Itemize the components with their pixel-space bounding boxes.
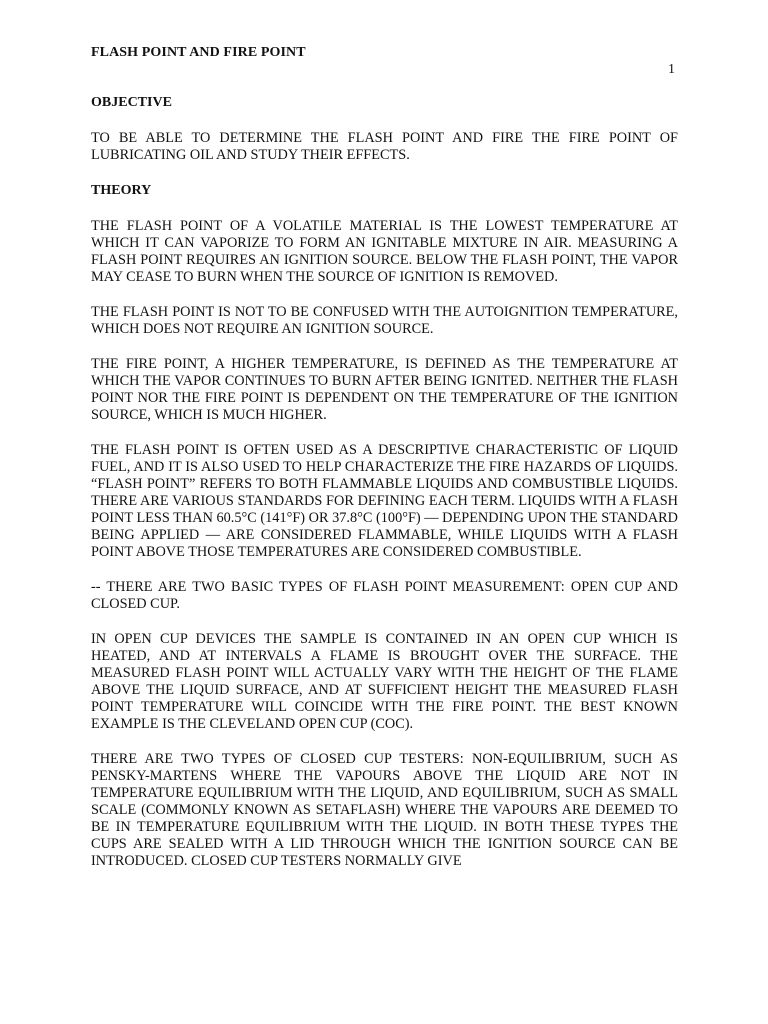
theory-paragraph-fire-hazards: THE FLASH POINT IS OFTEN USED AS A DESCRIPTIVE CHARACTERISTIC OF LIQUID FUEL, AND IT IS ALSO USED TO HELP CHARACTERIZE THE FIRE HAZARDS OF LIQUIDS. “FLASH POINT” REFERS TO BOTH FLAMMABLE LIQUIDS AND COMBUSTIBLE LIQUIDS. THERE ARE VARIOUS STANDARDS FOR DEFINING EACH TERM. LIQUIDS WITH A FLASH POINT LESS THAN 60.5°C (141°F) OR 37.8°C (100°F) — DEPENDING UPON THE STANDARD BEING APPLIED — ARE CONSIDERED FLAMMABLE, WHILE LIQUIDS WITH A FLASH POINT ABOVE THOSE TEMPERATURES ARE CONSIDERED COMBUSTIBLE. [91, 442, 678, 560]
theory-paragraph-flash-point-definition: THE FLASH POINT OF A VOLATILE MATERIAL IS THE LOWEST TEMPERATURE AT WHICH IT CAN VAPORIZE TO FORM AN IGNITABLE MIXTURE IN AIR. MEASURING A FLASH POINT REQUIRES AN IGNITION SOURCE. BELOW THE FLASH POINT, THE VAPOR MAY CEASE TO BURN WHEN THE SOURCE OF IGNITION IS REMOVED. [91, 218, 678, 285]
section-heading-objective: OBJECTIVE [91, 95, 172, 110]
section-heading-theory: THEORY [91, 183, 152, 198]
theory-paragraph-closed-cup: THERE ARE TWO TYPES OF CLOSED CUP TESTERS: NON-EQUILIBRIUM, SUCH AS PENSKY-MARTENS WHERE THE VAPOURS ABOVE THE LIQUID ARE NOT IN TEMPERATURE EQUILIBRIUM WITH THE LIQUID, AND EQUILIBRIUM, SUCH AS SMALL SCALE (COMMONLY KNOWN AS SETAFLASH) WHERE THE VAPOURS ARE DEEMED TO BE IN TEMPERATURE EQUILIBRIUM WITH THE LIQUID. IN BOTH THESE TYPES THE CUPS ARE SEALED WITH A LID THROUGH WHICH THE IGNITION SOURCE CAN BE INTRODUCED. CLOSED CUP TESTERS NORMALLY GIVE [91, 751, 678, 869]
page-number: 1 [668, 62, 675, 77]
objective-paragraph: TO BE ABLE TO DETERMINE THE FLASH POINT AND FIRE THE FIRE POINT OF LUBRICATING OIL AND STUDY THEIR EFFECTS. [91, 130, 678, 163]
document-title: FLASH POINT AND FIRE POINT [91, 45, 306, 60]
document-body [91, 94, 678, 870]
theory-paragraph-open-cup: IN OPEN CUP DEVICES THE SAMPLE IS CONTAINED IN AN OPEN CUP WHICH IS HEATED, AND AT INTERVALS A FLAME IS BROUGHT OVER THE SURFACE. THE MEASURED FLASH POINT WILL ACTUALLY VARY WITH THE HEIGHT OF THE FLAME ABOVE THE LIQUID SURFACE, AND AT SUFFICIENT HEIGHT THE MEASURED FLASH POINT TEMPERATURE WILL COINCIDE WITH THE FIRE POINT. THE BEST KNOWN EXAMPLE IS THE CLEVELAND OPEN CUP (COC). [91, 631, 678, 732]
theory-paragraph-fire-point: THE FIRE POINT, A HIGHER TEMPERATURE, IS DEFINED AS THE TEMPERATURE AT WHICH THE VAPOR CONTINUES TO BURN AFTER BEING IGNITED. NEITHER THE FLASH POINT NOR THE FIRE POINT IS DEPENDENT ON THE TEMPERATURE OF THE IGNITION SOURCE, WHICH IS MUCH HIGHER. [91, 356, 678, 423]
theory-paragraph-measurement-types: -- THERE ARE TWO BASIC TYPES OF FLASH POINT MEASUREMENT: OPEN CUP AND CLOSED CUP. [91, 579, 678, 612]
theory-paragraph-autoignition: THE FLASH POINT IS NOT TO BE CONFUSED WITH THE AUTOIGNITION TEMPERATURE, WHICH DOES NOT REQUIRE AN IGNITION SOURCE. [91, 304, 678, 337]
